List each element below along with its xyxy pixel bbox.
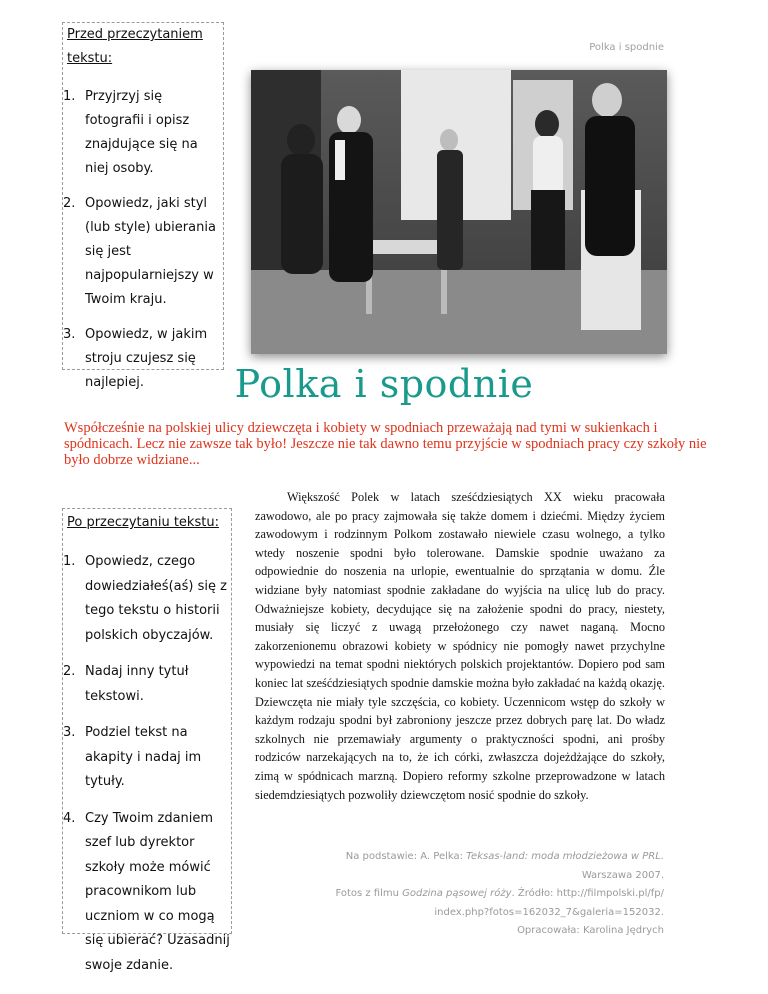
list-item: 4. Czy Twoim zdaniem szef lub dyrektor szkoły może mówić pracownikom lub uczniom w co mogą się ubierać? Uzasadnij swoje zdanie. <box>63 810 230 973</box>
list-item: 2. Nadaj inny tytuł tekstowi. <box>63 664 189 704</box>
list-item: 2. Opowiedz, jaki styl (lub style) ubierania się jest najpopularniejszy w Twoim kraju. <box>63 196 216 307</box>
header-label: Polka i spodnie <box>589 42 664 53</box>
lead-paragraph: Współcześnie na polskiej ulicy dziewczęta i kobiety w spodniach przeważają nad tymi w sukienkach i spódnicach. Lecz nie zawsze tak było! Jeszcze nie tak dawno temu przyjście w spodniach pracy czy szkoły nie było dobrze widziane... <box>64 420 707 468</box>
credits-place: Warszawa 2007. <box>581 869 664 881</box>
before-reading-box <box>62 22 224 390</box>
credits <box>234 848 664 941</box>
credits-source: Na podstawie: A. Pelka: Teksas-land: moda młodzieżowa w PRL. <box>345 851 664 862</box>
list-item: 1. Opowiedz, czego dowiedziałeś(aś) się z tego tekstu o historii polskich obyczajów. <box>63 554 227 643</box>
list-item: 3. Podziel tekst na akapity i nadaj im tytuły. <box>63 725 202 789</box>
list-item: 1. Przyjrzyj się fotografii i opisz znajdujące się na niej osoby. <box>63 89 198 176</box>
article-body: Większość Polek w latach sześćdziesiątych XX wieku pracowała zawodowo, ale po pracy zajmowała się także domem i dziećmi. Między życiem zawodowym i rodzinnym Polkom zostawało niewiele czasu wolnego, a tylko wtedy noszenie spodni było tolerowane. Damskie spodnie uważano za odpowiednie do noszenia na urlopie, ewentualnie do sprzątania w domu. Źle widziane były natomiast spodnie zakładane do wyjścia na ulicę lub do pracy. Odważniejsze kobiety, decydujące się na założenie spodni do pracy, niestety, musiały się liczyć z uwagą przełożonego czy nawet naganą. Mocno zakorzenionemu obrazowi kobiety w spódnicy nie pomogły nawet przychylne wypowiedzi na temat spodni niektórych polskich projektantów. Dopiero pod sam koniec lat sześćdziesiątych spodnie damskie można było zakładać na każdą okazję. Dziewczęta nie miały tyle szczęścia, co kobiety. Uczennicom wstęp do szkoły w każdym rodzaju spodni był zabroniony jeszcze przez dobrych parę lat. Do władz szkolnych nie przemawiały argumenty o praktyczności spodni, ani prośby rodziców narzekających na to, że ich córki, zwłaszcza dojeżdżające do szkoły, zimą w spódnicach marzną. Dopiero reformy szkolne przeprowadzone w latach siedemdziesiątych pozwoliły dziewczętom nosić spodnie do szkoły. <box>255 490 665 802</box>
after-reading-list <box>63 550 231 978</box>
photo-illustration <box>251 70 667 354</box>
after-reading-box <box>62 508 232 973</box>
before-reading-title: Przed przeczytaniem tekstu: <box>67 27 203 66</box>
credits-photo: Fotos z filmu Godzina pąsowej róży. Źródło: http://filmpolski.pl/fp/ <box>335 888 664 899</box>
before-reading-list <box>63 85 223 395</box>
film-still-photo <box>251 70 667 354</box>
page-title: Polka i spodnie <box>234 362 534 406</box>
list-item: 3. Opowiedz, w jakim stroju czujesz się najlepiej. <box>63 327 208 390</box>
credits-photo-url: index.php?fotos=162032_7&galeria=152032. <box>434 906 664 918</box>
credits-author: Opracowała: Karolina Jędrych <box>517 925 664 936</box>
after-reading-title: Po przeczytaniu tekstu: <box>67 515 219 530</box>
